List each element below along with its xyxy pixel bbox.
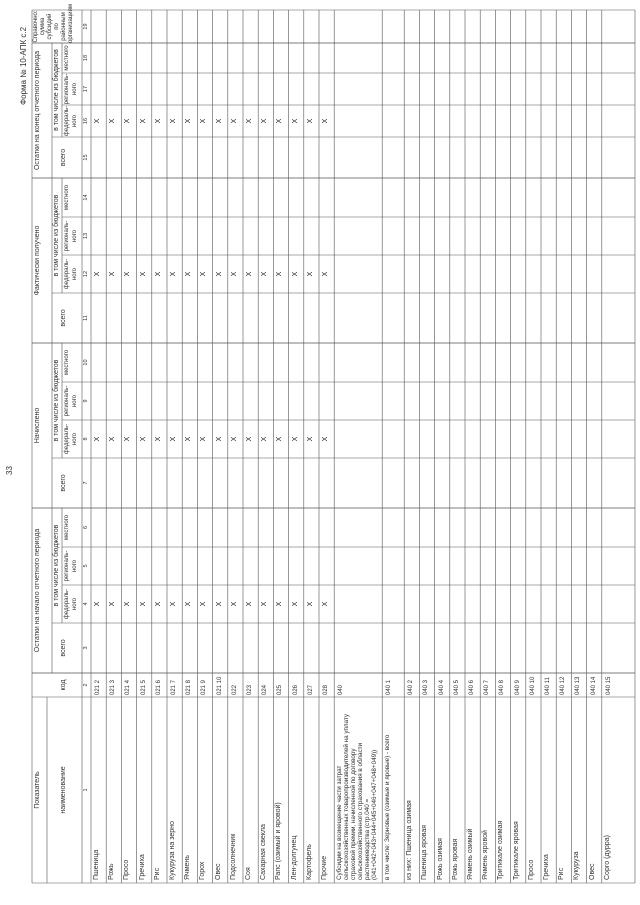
column-number: 15 bbox=[83, 154, 89, 161]
row-code: 021 4 bbox=[125, 679, 132, 695]
x-mark: X bbox=[200, 436, 208, 442]
row-name: Ячмень озимый bbox=[467, 828, 474, 880]
row-name: Рожь яровая bbox=[451, 838, 459, 880]
incl-header: в том числе из бюджетов bbox=[53, 359, 60, 442]
column-number: 5 bbox=[83, 564, 89, 568]
federal-header: федераль-ного bbox=[64, 258, 78, 290]
x-mark: X bbox=[306, 436, 314, 442]
federal-header: федераль-ного bbox=[64, 105, 78, 137]
table-row bbox=[602, 0, 617, 905]
row-name: Сахарная свекла bbox=[260, 824, 268, 880]
row-code: 028 bbox=[323, 684, 329, 695]
row-code: 040 5 bbox=[453, 679, 460, 695]
table-row bbox=[91, 0, 106, 905]
x-mark: X bbox=[185, 118, 193, 124]
column-number: 11 bbox=[83, 315, 89, 321]
federal-header: федераль-ного bbox=[64, 423, 78, 455]
x-mark: X bbox=[246, 118, 253, 124]
x-mark: X bbox=[170, 118, 177, 124]
row-name: Рис bbox=[558, 867, 566, 880]
row-code: 040 14 bbox=[590, 676, 597, 695]
table-row bbox=[243, 0, 258, 905]
form-label: Форма № 10-АПК с.2 bbox=[19, 26, 28, 105]
group-header-4: Остатки на конец отчетного периода bbox=[34, 50, 41, 171]
row-code: 040 9 bbox=[514, 679, 521, 695]
x-mark: X bbox=[215, 118, 223, 124]
table-row bbox=[435, 0, 450, 905]
column-number: 3 bbox=[83, 646, 89, 650]
x-mark: X bbox=[200, 601, 208, 607]
x-mark: X bbox=[261, 601, 269, 607]
table-row bbox=[465, 0, 480, 905]
x-mark: X bbox=[291, 271, 299, 277]
x-mark: X bbox=[215, 436, 223, 442]
table-row bbox=[106, 0, 121, 905]
x-mark: X bbox=[94, 271, 101, 277]
x-mark: X bbox=[291, 601, 299, 607]
column-number: 19 bbox=[83, 23, 89, 30]
x-mark: X bbox=[261, 271, 269, 277]
table-row bbox=[304, 0, 319, 905]
row-code: 021 3 bbox=[110, 679, 117, 695]
row-code: 026 bbox=[292, 684, 299, 695]
local-header: местного bbox=[64, 45, 70, 71]
x-mark: X bbox=[215, 601, 223, 607]
local-header: местного bbox=[64, 184, 70, 211]
column-number: 9 bbox=[83, 399, 89, 403]
table-row bbox=[197, 0, 212, 905]
x-mark: X bbox=[139, 271, 147, 277]
page-number: 33 bbox=[5, 466, 14, 475]
column-number: 1 bbox=[83, 788, 89, 792]
x-mark: X bbox=[154, 436, 162, 442]
table-row bbox=[480, 0, 495, 905]
row-code: 040 6 bbox=[469, 679, 475, 695]
table-row bbox=[167, 0, 182, 905]
row-name: в том числе: Зерновые (озимые и яровые) - всего bbox=[384, 734, 392, 880]
x-mark: X bbox=[322, 436, 329, 442]
table-row bbox=[228, 0, 243, 905]
row-code: 040 10 bbox=[529, 676, 536, 695]
x-mark: X bbox=[215, 271, 223, 277]
row-name: Подсолнечник bbox=[229, 833, 237, 880]
table-row bbox=[121, 0, 136, 905]
x-mark: X bbox=[124, 436, 132, 442]
column-number: 17 bbox=[83, 85, 89, 93]
row-name: Соя bbox=[245, 867, 252, 880]
x-mark: X bbox=[185, 601, 193, 607]
local-header: местного bbox=[64, 349, 70, 376]
table-row bbox=[541, 0, 556, 905]
row-name: Овес bbox=[588, 863, 596, 880]
regional-header: региональ-ного bbox=[64, 220, 78, 252]
group-header-3: Фактически получено bbox=[34, 225, 41, 296]
table-row bbox=[137, 0, 152, 905]
column-number: 7 bbox=[83, 481, 89, 485]
row-code: 040 12 bbox=[560, 676, 567, 695]
row-name: Субсидии на возмещение части затрат сельскохозяйственных товаропроизводителей на уплату страховой премии, начисленной по договору сельскохозяйственного страхования в области растениеводства (стр.040 = (041+042+043+044+045+046+047+048+049)) bbox=[336, 713, 379, 880]
local-header: местного bbox=[64, 514, 70, 541]
regional-header: региональ-ного bbox=[64, 73, 78, 105]
x-mark: X bbox=[306, 271, 314, 277]
column-number: 10 bbox=[83, 359, 89, 366]
x-mark: X bbox=[94, 436, 101, 442]
table-row bbox=[289, 0, 304, 905]
column-number: 18 bbox=[83, 54, 89, 62]
row-name: Овес bbox=[214, 863, 222, 880]
x-mark: X bbox=[154, 601, 162, 607]
column-number: 8 bbox=[83, 437, 89, 441]
x-mark: X bbox=[276, 601, 284, 607]
x-mark: X bbox=[306, 601, 314, 607]
x-mark: X bbox=[154, 118, 162, 124]
column-number: 4 bbox=[83, 602, 89, 606]
total-header: всего bbox=[60, 474, 67, 492]
row-name: Пшеница яровая bbox=[421, 824, 429, 880]
row-code: 040 7 bbox=[484, 679, 491, 695]
x-mark: X bbox=[322, 601, 329, 607]
row-name: Сорго (дурра) bbox=[603, 835, 611, 880]
x-mark: X bbox=[246, 601, 253, 607]
x-mark: X bbox=[291, 118, 299, 124]
x-mark: X bbox=[276, 436, 284, 442]
row-name: Картофель bbox=[305, 844, 313, 880]
table-row bbox=[419, 0, 434, 905]
row-name: Гречиха bbox=[138, 854, 146, 880]
x-mark: X bbox=[291, 436, 299, 442]
name-header: наименование bbox=[60, 766, 67, 814]
x-mark: X bbox=[139, 601, 147, 607]
row-name: Рожь озимая bbox=[436, 838, 444, 880]
row-name: Кукуруза на зерно bbox=[169, 821, 176, 880]
row-name: Прочие bbox=[321, 855, 328, 880]
total-header: всего bbox=[60, 309, 67, 327]
row-code: 022 bbox=[231, 684, 238, 695]
x-mark: X bbox=[200, 118, 208, 124]
row-name: Лен-долгунец bbox=[290, 835, 298, 880]
row-code: 040 11 bbox=[545, 677, 551, 695]
row-code: 025 bbox=[277, 684, 284, 695]
x-mark: X bbox=[185, 436, 193, 442]
table-row bbox=[152, 0, 167, 905]
x-mark: X bbox=[246, 271, 253, 277]
x-mark: X bbox=[230, 601, 238, 607]
x-mark: X bbox=[230, 436, 238, 442]
row-name: Просо bbox=[527, 859, 535, 880]
table-row bbox=[404, 0, 419, 905]
x-mark: X bbox=[124, 601, 132, 607]
x-mark: X bbox=[276, 271, 284, 277]
column-number: 2 bbox=[83, 683, 89, 687]
group-header-2: Начислено bbox=[34, 407, 41, 444]
x-mark: X bbox=[139, 118, 147, 124]
x-mark: X bbox=[109, 118, 117, 124]
row-code: 021 6 bbox=[155, 679, 162, 695]
x-mark: X bbox=[124, 271, 132, 277]
x-mark: X bbox=[94, 118, 101, 124]
indicator-header: Показатель bbox=[34, 771, 41, 809]
code-header: код bbox=[60, 679, 67, 691]
table-row bbox=[587, 0, 602, 905]
x-mark: X bbox=[230, 271, 238, 277]
row-code: 040 4 bbox=[438, 679, 445, 695]
row-name: Кукуруза bbox=[573, 851, 581, 880]
row-code: 040 2 bbox=[408, 679, 415, 695]
table-row bbox=[334, 0, 382, 905]
table-row bbox=[495, 0, 510, 905]
table-row bbox=[182, 0, 197, 905]
table-row bbox=[450, 0, 465, 905]
incl-header: в том числе из бюджетов bbox=[53, 524, 60, 607]
table-row bbox=[258, 0, 273, 905]
x-mark: X bbox=[94, 601, 101, 607]
regional-header: региональ-ного bbox=[64, 550, 78, 582]
table-row bbox=[213, 0, 228, 905]
column-number: 13 bbox=[83, 232, 89, 240]
regional-header: региональ-ного bbox=[64, 385, 78, 417]
row-code: 040 15 bbox=[605, 676, 612, 695]
column-number: 14 bbox=[83, 194, 89, 201]
row-code: 021 5 bbox=[140, 679, 147, 695]
x-mark: X bbox=[154, 271, 162, 277]
table-row bbox=[526, 0, 541, 905]
x-mark: X bbox=[124, 118, 132, 124]
reference-header: Справочно: сумма субсидий по районным организациям bbox=[33, 4, 74, 43]
federal-header: федераль-ного bbox=[64, 588, 78, 620]
row-code: 023 bbox=[247, 684, 253, 695]
x-mark: X bbox=[246, 436, 253, 442]
x-mark: X bbox=[170, 436, 177, 442]
column-number: 6 bbox=[83, 525, 89, 530]
row-name: Рожь bbox=[108, 863, 116, 880]
row-name: Рис bbox=[153, 867, 161, 880]
row-code: 040 13 bbox=[575, 676, 582, 695]
x-mark: X bbox=[170, 601, 177, 607]
row-code: 040 3 bbox=[423, 679, 430, 695]
row-name: Рапс (озимый и яровой) bbox=[275, 802, 283, 880]
row-code: 040 8 bbox=[499, 679, 506, 695]
row-name: Горох bbox=[199, 861, 207, 880]
x-mark: X bbox=[170, 271, 177, 277]
table-row bbox=[273, 0, 288, 905]
row-code: 024 bbox=[262, 684, 269, 695]
row-name: из них: Пшеница озимая bbox=[406, 800, 414, 880]
x-mark: X bbox=[109, 271, 117, 277]
table-row bbox=[571, 0, 586, 905]
table-row bbox=[319, 0, 334, 905]
x-mark: X bbox=[322, 118, 329, 124]
row-code: 021 9 bbox=[201, 679, 208, 695]
x-mark: X bbox=[276, 118, 284, 124]
row-name: Ячмень яровой bbox=[482, 830, 490, 880]
row-name: Гречиха bbox=[543, 854, 550, 880]
x-mark: X bbox=[109, 436, 117, 442]
column-number: 16 bbox=[83, 117, 89, 125]
x-mark: X bbox=[109, 601, 117, 607]
x-mark: X bbox=[139, 436, 147, 442]
row-code: 027 bbox=[307, 684, 314, 695]
x-mark: X bbox=[230, 118, 238, 124]
group-header-1: Остатки на начало отчетного периода bbox=[34, 528, 41, 653]
incl-header: в том числе из бюджетов bbox=[53, 49, 60, 131]
x-mark: X bbox=[200, 271, 208, 277]
row-name: Ячмень bbox=[184, 855, 192, 880]
x-mark: X bbox=[261, 436, 269, 442]
row-code: 021 8 bbox=[186, 679, 193, 695]
table-row bbox=[556, 0, 571, 905]
row-code: 021 2 bbox=[95, 679, 101, 695]
table-row bbox=[511, 0, 526, 905]
incl-header: в том числе из бюджетов bbox=[53, 194, 60, 277]
row-name: Просо bbox=[123, 859, 131, 880]
total-header: всего bbox=[60, 148, 67, 167]
column-number: 12 bbox=[83, 270, 89, 278]
x-mark: X bbox=[261, 118, 269, 124]
row-code: 021 7 bbox=[171, 679, 177, 695]
row-name: Пшеница bbox=[93, 849, 100, 880]
x-mark: X bbox=[185, 271, 193, 277]
row-code: 040 bbox=[338, 684, 345, 695]
row-code: 040 1 bbox=[386, 679, 393, 695]
row-code: 021 10 bbox=[216, 676, 223, 695]
row-name: Тритикале озимая bbox=[497, 820, 505, 880]
total-header: всего bbox=[60, 639, 67, 657]
x-mark: X bbox=[322, 271, 329, 277]
x-mark: X bbox=[306, 118, 314, 124]
row-name: Тритикале яровая bbox=[512, 821, 520, 880]
table-row bbox=[382, 0, 404, 905]
